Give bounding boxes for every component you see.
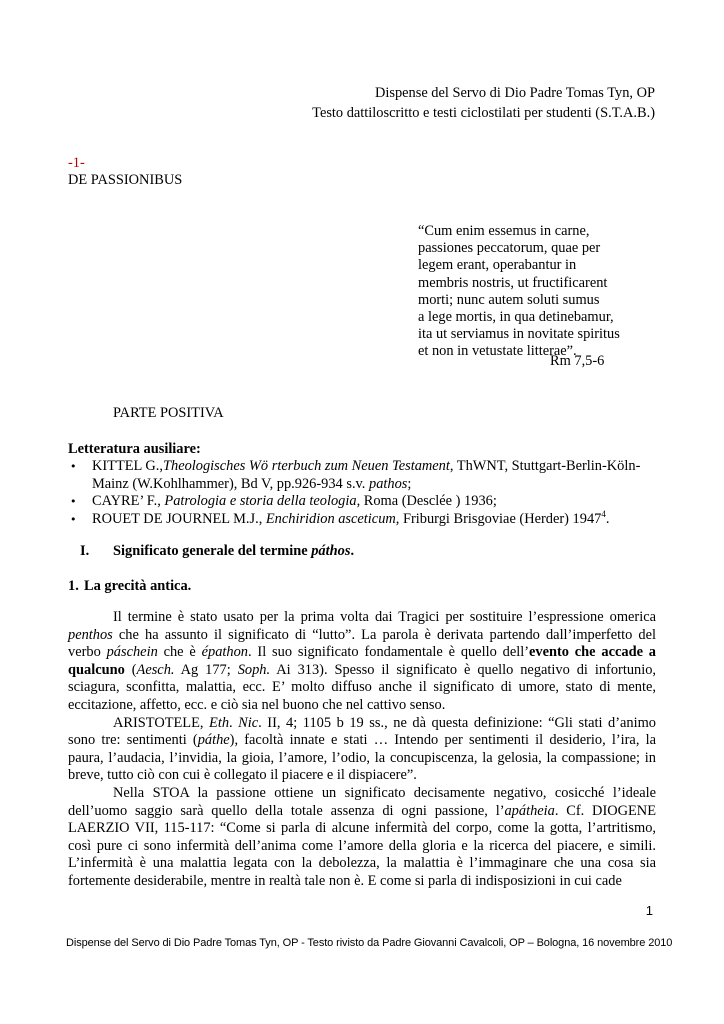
epigraph-line: legem erant, operabantur in — [418, 257, 577, 274]
epigraph-line: passiones peccatorum, quae per — [418, 240, 601, 257]
epigraph-line: membris nostris, ut fructificarent — [418, 274, 608, 291]
bullet-icon: • — [70, 460, 77, 473]
section-number: -1- — [68, 155, 85, 171]
epigraph-line: “Cum enim essemus in carne, — [418, 223, 590, 239]
epigraph-line: et non in vetustate litterae”. — [418, 343, 577, 360]
bibliography-item: • ROUET DE JOURNEL M.J., Enchiridion asceticum, Friburgi Brisgoviae (Herder) 1947$^4$. — [70, 508, 610, 527]
document-title: DE PASSIONIBUS — [68, 172, 183, 188]
header-line-1: Dispense del Servo di Dio Padre Tomas Tyn, OP — [374, 85, 655, 101]
bullet-icon: • — [70, 512, 77, 526]
section-numeral: I. — [80, 543, 90, 559]
paragraph: ARISTOTELE, Eth. Nic. II, 4; 1105 b 19 ss., ne dà questa definizione: “Gli stati d’animo sono tre: sentimenti (páthe), facoltà innate e stati … Intendo per sentimenti il desiderio, l’ira, la paura, l’audacia, l’invidia, la gioia, l’amore, l’odio, la concupiscenza, la gelosia, la compassione; in breve, tutto ciò con cui è collegato il piacere e il dispiacere”. — [68, 714, 656, 784]
bibliography-item: • KITTEL G.,Theologisches Wö rterbuch zum Neuen Testament, ThWNT, Stuttgart-Berlin-Köln-Mainz (W.Kohlhammer), Bd V, pp.926-934 s.v. pathos; — [70, 458, 641, 492]
bibliography-heading: Letteratura ausiliare: — [68, 441, 201, 457]
bibliography-list — [68, 458, 658, 528]
bullet-icon: • — [70, 495, 77, 509]
page-number: 1 — [645, 903, 653, 918]
epigraph — [418, 223, 648, 369]
bibliography-item: • CAYRE’ F., Patrologia e storia della teologia, Roma (Desclée ) 1936; — [70, 493, 497, 510]
section-heading: I. Significato generale del termine páthos. — [80, 543, 355, 559]
epigraph-line: morti; nunc autem soluti sumus — [418, 291, 600, 308]
paragraph: Il termine è stato usato per la prima volta dai Tragici per sostituire l’espressione omerica penthos che ha assunto il significato di “lutto”. La parola è derivata partendo dall’imperfetto del verbo páschein che è épathon. Il suo significato fondamentale è quello dell’evento che accade a qualcuno (Aesch. Ag 177; Soph. Ai 313). Spesso il significato è quello negativo di infortunio, sciagura, sconfitta, malattia, ecc. E’ molto diffuso anche il significato di umore, stato di mente, eccitazione, affetto, ecc. e ciò sia nel buono che nel cattivo senso. — [68, 609, 657, 713]
header-line-2: Testo dattiloscritto e testi ciclostilati per studenti (S.T.A.B.) — [312, 105, 655, 121]
epigraph-line: ita ut serviamus in novitate spiritus — [418, 326, 620, 343]
body-text — [68, 609, 656, 891]
subsection-heading: 1. La grecità antica. — [68, 578, 192, 594]
paragraph: Nella STOA la passione ottiene un significato decisamente negativo, cosicché l’ideale dell’uomo saggio sarà quello della totale assenza di ogni passione, l’apátheia. Cf. DIOGENE LAERZIO VII, 115-117: “Come si parla di alcune infermità del corpo, come la gotta, l’artritismo, così pure ci sono infermità dell’anima come l’amore della gloria e la ricerca del piacere, e simili. L’infermità è una malattia legata con la debolezza, la malattia è l’immaginare che una cosa sia fortemente desiderabile, mentre in realtà tale non è. E come si parla di indisposizioni in cui cade — [68, 784, 656, 889]
epigraph-reference: Rm 7,5-6 — [550, 353, 605, 369]
epigraph-line: a lege mortis, in qua detinebamur, — [418, 309, 614, 326]
page-header — [155, 83, 655, 123]
page-footer: Dispense del Servo di Dio Padre Tomas Tyn, OP - Testo rivisto da Padre Giovanni Cavalcoli, OP – Bologna, 16 novembre 2010 — [66, 937, 673, 949]
subsection-number: 1. — [68, 578, 79, 594]
part-heading: PARTE POSITIVA — [113, 405, 224, 421]
